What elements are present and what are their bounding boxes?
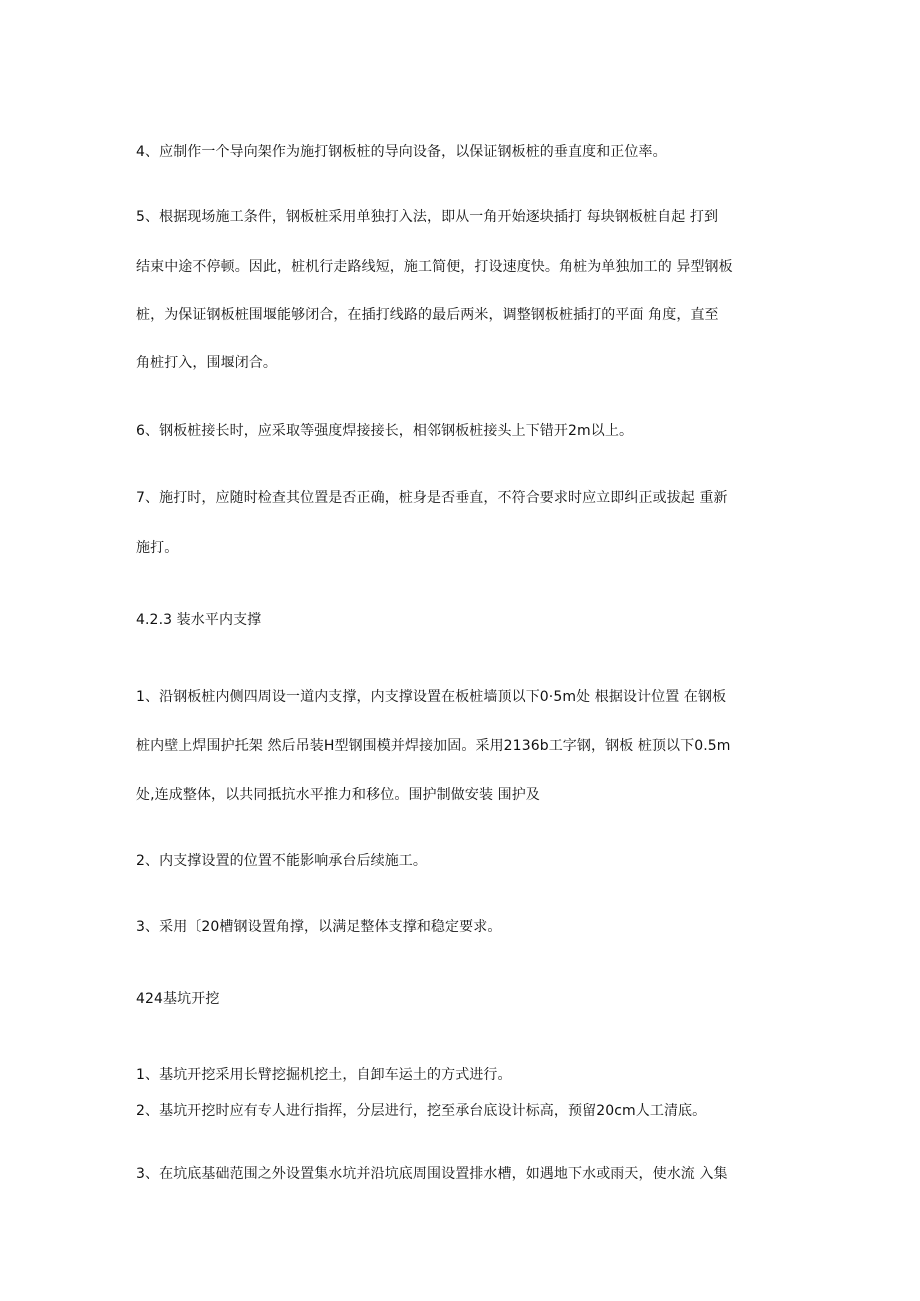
text-line-subitem-3: 3、采用〔20槽钢设置角撑，以满足整体支撑和稳定要求。 [136,919,502,935]
text-line: 角桩打入，围堰闭合。 [136,355,277,371]
section-heading-4-2-4: 424基坑开挖 [136,991,220,1007]
section-heading-4-2-3: 4.2.3 装水平内支撑 [136,612,262,628]
text-line: 处,连成整体，以共同抵抗水平推力和移位。围护制做安装 围护及 [136,787,540,803]
text-line: 结束中途不停顿。因此，桩机行走路线短，施工简便，打设速度快。角桩为单独加工的 异型钢板 [136,259,733,275]
text-line: 施打。 [136,540,179,556]
text-line-item-6: 6、钢板桩接长时，应采取等强度焊接接长，相邻钢板桩接头上下错开2m以上。 [136,423,634,439]
text-line-subitem-1: 1、基坑开挖采用长臂挖掘机挖土，自卸车运土的方式进行。 [136,1067,512,1083]
text-line-subitem-2: 2、内支撑设置的位置不能影响承台后续施工。 [136,853,428,869]
text-line: 桩内壁上焊围护托架 然后吊装H型钢围模并焊接加固。采用2136b工字钢，钢板 桩顶以下0.5m [136,738,731,754]
text-line: 桩，为保证钢板桩围堰能够闭合，在插打线路的最后两米，调整钢板桩插打的平面 角度，直至 [136,307,719,323]
text-line-item-4: 4、应制作一个导向架作为施打钢板桩的导向设备，以保证钢板桩的垂直度和正位率。 [136,144,667,160]
text-line-subitem-1: 1、沿钢板桩内侧四周设一道内支撑，内支撑设置在板桩墙顶以下0·5m处 根据设计位置 在钢板 [136,689,727,705]
text-line-subitem-2: 2、基坑开挖时应有专人进行指挥，分层进行，挖至承台底设计标高，预留20cm人工清底。 [136,1103,707,1119]
text-line-subitem-3: 3、在坑底基础范围之外设置集水坑并沿坑底周围设置排水槽，如遇地下水或雨天，使水流 入集 [136,1166,728,1182]
text-line-item-7: 7、施打时，应随时检查其位置是否正确，桩身是否垂直，不符合要求时应立即纠正或拔起 重新 [136,490,728,506]
text-line-item-5: 5、根据现场施工条件，钢板桩采用单独打入法，即从一角开始逐块插打 每块钢板桩自起 打到 [136,209,719,225]
